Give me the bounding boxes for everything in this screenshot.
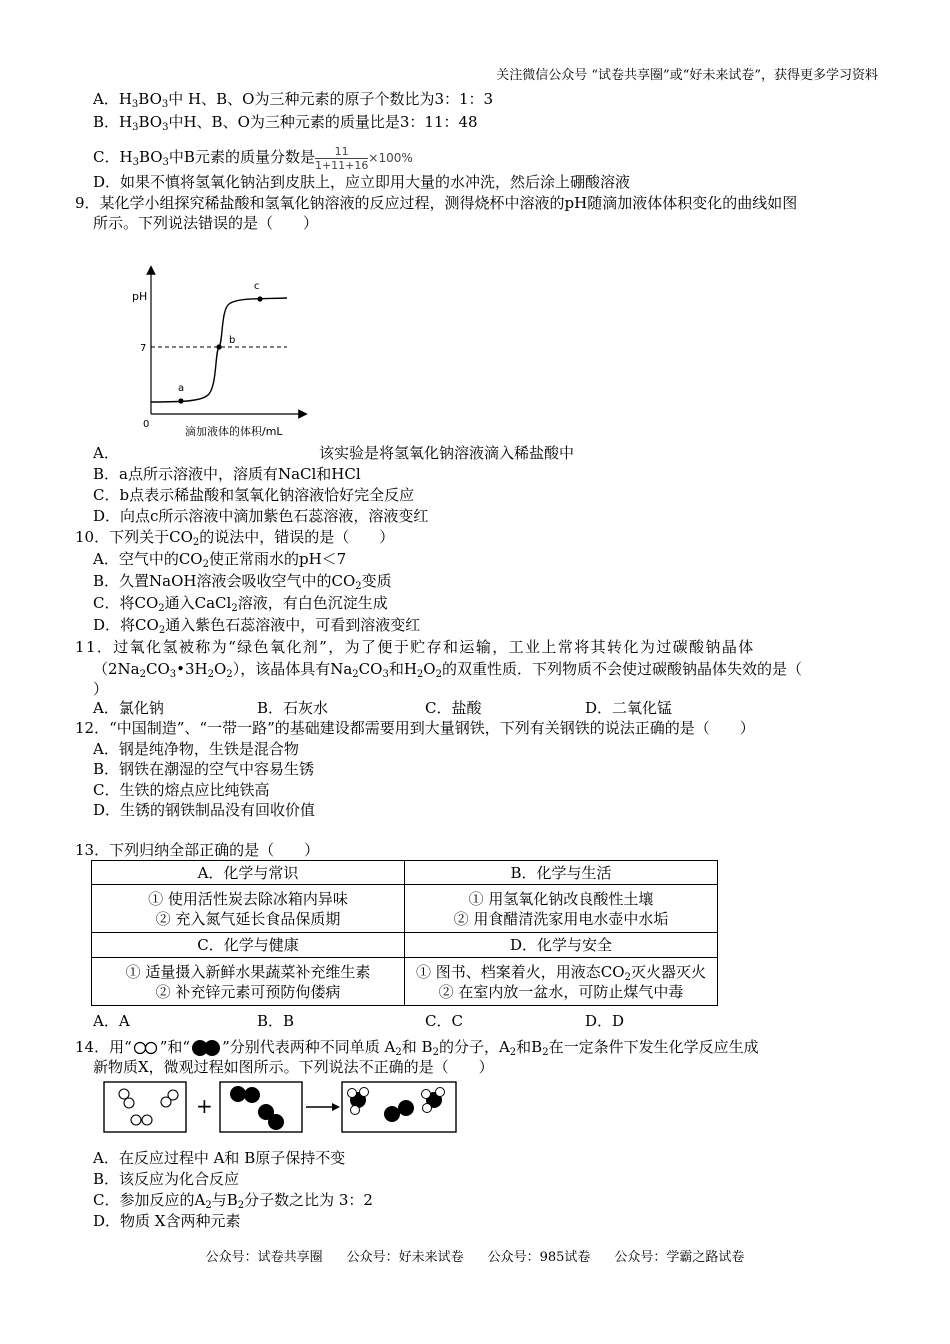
q10-option-b: B．久置NaOH溶液会吸收空气中的$CO_2$变质 [93,572,392,592]
q12-option-a: A．钢是纯净物，生铁是混合物 [93,740,299,758]
q11-stem-line3: ） [93,680,109,698]
point-c-label: c [254,281,260,292]
q14-option-b: B．该反应为化合反应 [93,1170,240,1188]
q13-choice-c: C．C [425,1012,463,1030]
q8-option-a: A．$H_3BO_3$中 H、B、O为三种元素的原子个数比为3：1：3 [93,90,494,110]
q11-stem-line2: $(2Na_2CO_3•3H_2O_2)$，该晶体具有$Na_2CO_3$和$H_2O_2$的双重性质．下列物质不会使过碳酸钠晶体失效的是（ [93,660,802,680]
reaction-micro-diagram [100,1078,460,1138]
q9-stem-line2: 所示。下列说法错误的是（ ） [93,214,319,232]
mass-fraction-formula: $\frac{11}{1+11+16}$ [314,144,369,172]
q10-option-c: C．将$CO_2$通入CaCl$_2$溶液，有白色沉淀生成 [93,594,388,614]
q13-choices [93,1011,624,1031]
footer-account-3: 公众号：985试卷 [487,1250,591,1265]
origin-label: 0 [143,419,150,430]
point-c-dot [257,296,262,301]
white-molecule-icon [132,1041,160,1055]
q8-option-b: B．$H_3BO_3$中H、B、O为三种元素的质量比是3：11：48 [93,113,478,133]
q13-cell-c-body: ① 适量摄入新鲜水果蔬菜补充维生素 ② 补充锌元素可预防佝偻病 [92,958,405,1006]
q11-choice-a: A．氯化钠 [93,699,164,717]
x-axis-label: 滴加液体的体积/mL [185,425,283,438]
q13-cell-b-head: B．化学与生活 [405,861,718,885]
point-a-dot [178,398,183,403]
y-axis-label: pH [132,290,148,303]
point-b-dot [216,344,221,349]
q9-option-d: D．向点c所示溶液中滴加紫色石蕊溶液，溶液变红 [93,507,429,525]
q10-option-a: A．空气中的$CO_2$使正常雨水的pH＜7 [93,550,347,570]
reactant-b2-box [220,1082,302,1132]
q12-option-c: C．生铁的熔点应比纯铁高 [93,781,270,799]
reactant-a2-box [104,1082,186,1132]
q14-option-c: C．参加反应的$A_2$与$B_2$分子数之比为 3：2 [93,1191,373,1211]
q13-stem: 13．下列归纳全部正确的是（ ） [75,841,320,859]
q14-stem-line1: 14．用“ ”和“ ”分别代表两种不同单质 $A_2$和 $B_2$的分子，$A_2$和$B_2$在一定条件下发生化学反应生成 [75,1038,759,1058]
point-b-label: b [229,335,236,346]
q12-option-d: D．生锈的钢铁制品没有回收价值 [93,801,316,819]
q8-option-c: C．$H_3BO_3$中B元素的质量分数是 $\frac{11}{1+11+16}$ ×100% [93,144,413,172]
q11-choice-b: B．石灰水 [257,699,329,717]
q12-option-b: B．钢铁在潮湿的空气中容易生锈 [93,760,315,778]
q13-choice-d: D．D [585,1012,625,1030]
q8-option-d: D．如果不慎将氢氧化钠沾到皮肤上，应立即用大量的水冲洗，然后涂上硼酸溶液 [93,173,631,191]
q13-cell-b-body: ① 用氢氧化钠改良酸性土壤 ② 用食醋清洗家用电水壶中水垢 [405,885,718,933]
footer-account-1: 公众号：试卷共享圈 [205,1250,323,1265]
q11-choice-c: C．盐酸 [425,699,482,717]
q10-option-d: D．将$CO_2$通入紫色石蕊溶液中，可看到溶液变红 [93,616,421,636]
q9-option-c: C．b点表示稀盐酸和氢氧化钠溶液恰好完全反应 [93,486,415,504]
q13-cell-d-head: D．化学与安全 [405,933,718,958]
q11-choices [93,698,672,718]
ph7-tick-label: 7 [140,343,147,354]
plus-sign: + [196,1094,213,1118]
q13-choice-b: B．B [257,1012,295,1030]
black-molecule-icon [190,1039,222,1057]
q9-stem-line1: 9．某化学小组探究稀盐酸和氢氧化钠溶液的反应过程，测得烧杯中溶液的pH随滴加液体体积变化的曲线如图 [75,194,798,212]
reaction-arrow [306,1103,340,1111]
q12-stem: 12．“中国制造”、“一带一路”的基础建设都需要用到大量钢铁，下列有关钢铁的说法正确的是（ ） [75,719,755,737]
q14-option-d: D．物质 X含两种元素 [93,1212,241,1230]
q14-option-a: A．在反应过程中 A和 B原子保持不变 [93,1149,346,1167]
q9-option-a: A． 该实验是将氢氧化钠溶液滴入稀盐酸中 [93,444,575,462]
q13-cell-d-body: ① 图书、档案着火，用液态$CO_2$灭火器灭火 ② 在室内放一盆水，可防止煤气中毒 [405,958,718,1006]
q10-stem: 10．下列关于$CO_2$的说法中，错误的是（ ） [75,528,395,548]
page-header: 关注微信公众号 “试卷共享圈”或“好未来试卷”，获得更多学习资料 [496,68,878,83]
q11-stem-line1: 11．过氧化氢被称为“绿色氧化剂”，为了便于贮存和运输，工业上常将其转化为过碳酸钠晶体 [75,638,755,656]
q9-option-b: B．a点所示溶液中，溶质有NaCl和HCl [93,465,361,483]
q13-choice-a: A．A [93,1012,130,1030]
product-x-box [342,1082,456,1132]
q11-choice-d: D．二氧化锰 [585,699,673,717]
q13-cell-c-head: C．化学与健康 [92,933,405,958]
ph-titration-chart [125,262,315,442]
q13-cell-a-body: ① 使用活性炭去除冰箱内异味 ② 充入氮气延长食品保质期 [92,885,405,933]
ph-curve [151,298,287,402]
q13-summary-table [91,860,718,1006]
page-footer [0,1248,950,1268]
q14-stem-line2: 新物质X，微观过程如图所示。下列说法不正确的是（ ） [93,1058,494,1076]
footer-account-4: 公众号：学霸之路试卷 [614,1250,745,1265]
point-a-label: a [178,383,185,394]
footer-account-2: 公众号：好未来试卷 [346,1250,464,1265]
q13-cell-a-head: A．化学与常识 [92,861,405,885]
